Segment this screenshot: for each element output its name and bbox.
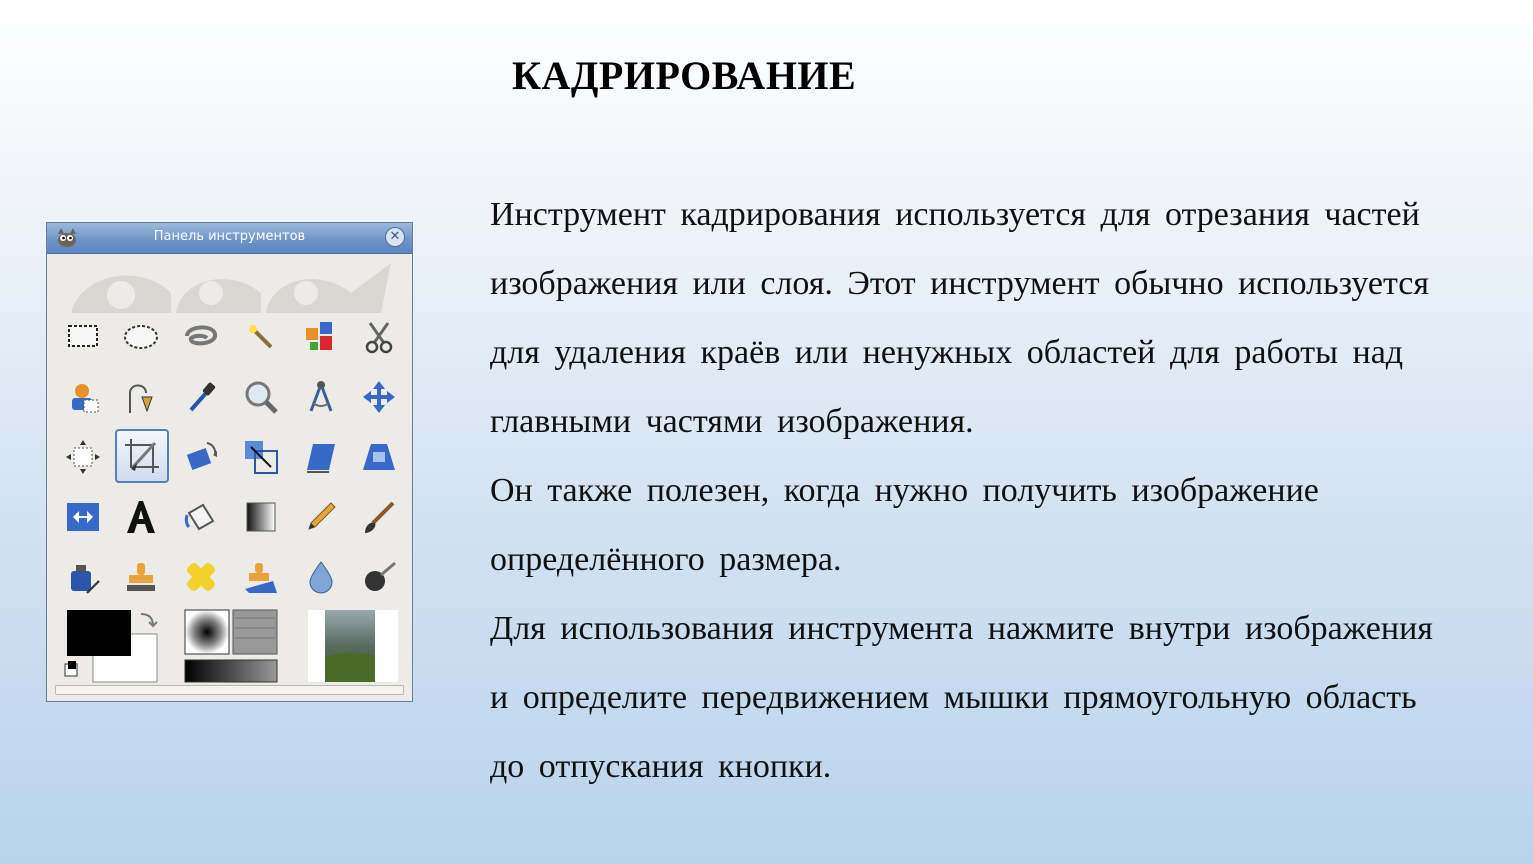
color-picker-icon[interactable] — [177, 373, 225, 421]
perspective-icon[interactable] — [355, 433, 403, 481]
paragraph-3: Для использования инструмента нажмите внутри изображения и определите передвижением мышки прямоугольную область до отпускания кнопки. — [490, 610, 1433, 785]
color-select-icon[interactable] — [297, 313, 345, 361]
pencil-icon[interactable] — [297, 493, 345, 541]
close-icon[interactable]: ✕ — [385, 227, 405, 247]
flip-icon[interactable] — [59, 493, 107, 541]
heal-icon[interactable] — [177, 553, 225, 601]
fuzzy-select-icon[interactable] — [237, 313, 285, 361]
gimp-logo-watermark — [61, 263, 401, 313]
paragraph-1: Инструмент кадрирования используется для отрезания частей изображения или слоя. Этот инструмент обычно используется для удаления краёв или ненужных областей для работы над главными частями изображения. — [490, 196, 1429, 440]
swap-colors-icon — [141, 614, 157, 626]
free-select-icon[interactable] — [177, 313, 225, 361]
ellipse-select-icon[interactable] — [117, 313, 165, 361]
color-area — [63, 608, 403, 689]
toolbox-title: Панель инструментов — [153, 229, 306, 244]
paths-icon[interactable] — [117, 373, 165, 421]
zoom-icon[interactable] — [237, 373, 285, 421]
brush-selector — [185, 610, 229, 654]
move-icon[interactable] — [355, 373, 403, 421]
foreground-color-swatch — [67, 610, 131, 656]
slide-body — [490, 180, 1450, 801]
toolbox-titlebar[interactable] — [47, 223, 412, 254]
align-icon[interactable] — [59, 433, 107, 481]
foreground-select-icon[interactable] — [59, 373, 107, 421]
perspective-clone-icon[interactable] — [237, 553, 285, 601]
rect-select-icon[interactable] — [59, 313, 107, 361]
text-icon[interactable] — [117, 493, 165, 541]
paintbrush-icon[interactable] — [355, 493, 403, 541]
toolbox-window — [46, 222, 413, 702]
toolbox-status-bar — [55, 685, 404, 695]
scissors-icon[interactable] — [355, 313, 403, 361]
scale-icon[interactable] — [237, 433, 285, 481]
blend-icon[interactable] — [237, 493, 285, 541]
rotate-icon[interactable] — [177, 433, 225, 481]
ink-icon[interactable] — [59, 553, 107, 601]
measure-icon[interactable] — [297, 373, 345, 421]
paragraph-2: Он также полезен, когда нужно получить изображение определённого размера. — [490, 472, 1319, 578]
gradient-selector — [185, 660, 277, 682]
crop-icon[interactable] — [115, 429, 169, 483]
shear-icon[interactable] — [297, 433, 345, 481]
pattern-selector — [233, 610, 277, 654]
slide-title: КАДРИРОВАНИЕ — [512, 53, 857, 98]
bucket-fill-icon[interactable] — [177, 493, 225, 541]
smudge-icon[interactable] — [355, 553, 403, 601]
clone-icon[interactable] — [117, 553, 165, 601]
blur-icon[interactable] — [297, 553, 345, 601]
